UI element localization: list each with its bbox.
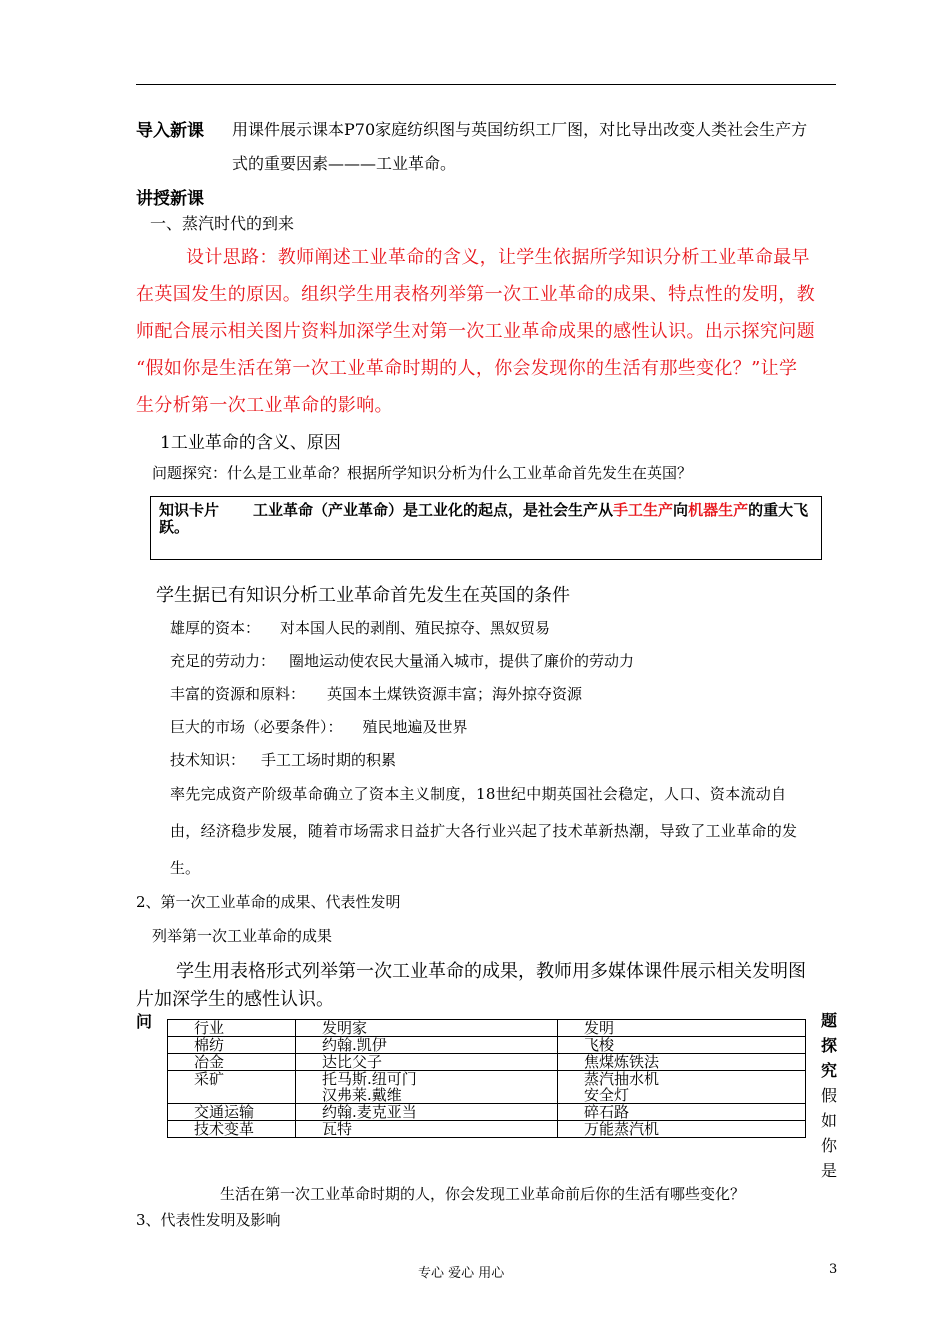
design-line-4: “假如你是生活在第一次工业革命时期的人，你会发现你的生活有那些变化？”让学 — [136, 358, 798, 379]
condition-value: 英国本土煤铁资源丰富；海外掠夺资源 — [327, 685, 583, 703]
inventions-table — [167, 1019, 806, 1138]
side-question-char: 题 — [820, 1011, 837, 1030]
side-question-char: 究 — [820, 1061, 837, 1080]
intro-line-2: 式的重要因素———工业革命。 — [232, 154, 457, 173]
table-cell: 约翰.麦克亚当 — [296, 1104, 558, 1121]
side-question-char: 假 — [820, 1086, 837, 1105]
table-cell: 约翰.凯伊 — [296, 1037, 558, 1054]
intro-heading: 导入新课 — [136, 121, 204, 141]
table-cell: 冶金 — [168, 1054, 296, 1071]
knowledge-card-text-c: 的重大飞跃。 — [159, 501, 809, 536]
side-question-char: 是 — [820, 1161, 837, 1180]
table-cell: 达比父子 — [296, 1054, 558, 1071]
conditions-paragraph-3: 生。 — [170, 859, 201, 877]
table-cell: 棉纺 — [168, 1037, 296, 1054]
highlight-machine: 机器生产 — [688, 501, 749, 519]
page-number: 3 — [829, 1262, 838, 1277]
condition-label: 技术知识： — [170, 751, 246, 769]
table-header-cell: 发明 — [558, 1020, 806, 1037]
design-line-5: 生分析第一次工业革命的影响。 — [136, 395, 393, 416]
table-cell: 交通运输 — [168, 1104, 296, 1121]
side-question-left-char: 问 — [136, 1012, 153, 1031]
condition-label: 雄厚的资本： — [170, 619, 261, 637]
conditions-title: 学生据已有知识分析工业革命首先发生在英国的条件 — [156, 585, 570, 606]
condition-technology — [170, 749, 396, 770]
header-rule — [136, 84, 836, 85]
knowledge-card-label: 知识卡片 — [159, 501, 220, 519]
table-cell: 技术变革 — [168, 1121, 296, 1138]
table-row — [168, 1121, 806, 1138]
knowledge-card-text-a: 工业革命（产业革命）是工业化的起点，是社会生产从 — [253, 501, 614, 519]
knowledge-card-text-b: 向 — [673, 501, 689, 519]
table-header-cell: 发明家 — [296, 1020, 558, 1037]
design-line-3: 师配合展示相关图片资料加深学生对第一次工业革命成果的感性认识。出示探究问题 — [136, 321, 815, 342]
side-question-continuation: 生活在第一次工业革命时期的人，你会发现工业革命前后你的生活有哪些变化？ — [220, 1185, 746, 1203]
condition-resources — [170, 683, 582, 704]
table-cell: 瓦特 — [296, 1121, 558, 1138]
subsection-1-title: 1工业革命的含义、原因 — [160, 433, 341, 453]
highlight-handwork: 手工生产 — [613, 501, 674, 519]
section-3-title: 3、代表性发明及影响 — [136, 1211, 281, 1229]
table-cell-text: 托马斯.纽可门 — [322, 1070, 417, 1088]
table-row — [168, 1037, 806, 1054]
section-2-subtitle: 列举第一次工业革命的成果 — [152, 927, 333, 945]
table-cell: 万能蒸汽机 — [558, 1121, 806, 1138]
side-question-char: 你 — [820, 1136, 837, 1155]
lecture-heading: 讲授新课 — [136, 189, 204, 209]
condition-label: 巨大的市场（必要条件）： — [170, 718, 343, 736]
section-2-paragraph-2: 片加深学生的感性认识。 — [136, 989, 334, 1010]
table-cell: 焦煤炼铁法 — [558, 1054, 806, 1071]
table-header-cell: 行业 — [168, 1020, 296, 1037]
section-2-paragraph-1: 学生用表格形式列举第一次工业革命的成果，教师用多媒体课件展示相关发明图 — [176, 961, 806, 982]
condition-label: 丰富的资源和原料： — [170, 685, 306, 703]
question-inquiry: 问题探究：什么是工业革命？根据所学知识分析为什么工业革命首先发生在英国？ — [152, 464, 693, 482]
condition-value: 手工工场时期的积累 — [261, 751, 397, 769]
table-cell: 碎石路 — [558, 1104, 806, 1121]
condition-value: 圈地运动使农民大量涌入城市，提供了廉价的劳动力 — [289, 652, 635, 670]
condition-capital — [170, 617, 550, 638]
design-line-2: 在英国发生的原因。组织学生用表格列举第一次工业革命的成果、特点性的发明，教 — [136, 284, 815, 305]
table-cell — [168, 1071, 296, 1104]
condition-value: 对本国人民的剥削、殖民掠夺、黑奴贸易 — [280, 619, 551, 637]
intro-line-1: 用课件展示课本P70家庭纺织图与英国纺织工厂图，对比导出改变人类社会生产方 — [232, 120, 808, 139]
condition-market — [170, 716, 468, 737]
table-cell-text: 采矿 — [194, 1070, 225, 1088]
table-cell-text: 蒸汽抽水机 — [584, 1070, 660, 1088]
table-row — [168, 1104, 806, 1121]
table-row — [168, 1054, 806, 1071]
footer-motto: 专心 爱心 用心 — [418, 1266, 505, 1281]
table-header-row — [168, 1020, 806, 1037]
table-cell-text: 汉弗莱.戴维 — [322, 1086, 402, 1104]
table-row — [168, 1071, 806, 1104]
table-cell — [558, 1071, 806, 1104]
section-1-title: 一、蒸汽时代的到来 — [150, 214, 295, 233]
table-cell: 飞梭 — [558, 1037, 806, 1054]
table-cell — [296, 1071, 558, 1104]
section-2-title: 2、第一次工业革命的成果、代表性发明 — [136, 893, 401, 911]
condition-label: 充足的劳动力： — [170, 652, 276, 670]
condition-labor — [170, 650, 634, 671]
condition-value: 殖民地遍及世界 — [362, 718, 468, 736]
table-cell-text: 安全灯 — [584, 1086, 630, 1104]
side-question-char: 如 — [820, 1111, 837, 1130]
side-question-char: 探 — [820, 1036, 837, 1055]
conditions-paragraph-2: 由，经济稳步发展，随着市场需求日益扩大各行业兴起了技术革新热潮，导致了工业革命的发 — [170, 822, 798, 840]
knowledge-card — [150, 496, 822, 560]
design-line-1: 设计思路：教师阐述工业革命的含义，让学生依据所学知识分析工业革命最早 — [186, 247, 810, 268]
conditions-paragraph-1: 率先完成资产阶级革命确立了资本主义制度，18世纪中期英国社会稳定，人口、资本流动自 — [170, 785, 787, 803]
